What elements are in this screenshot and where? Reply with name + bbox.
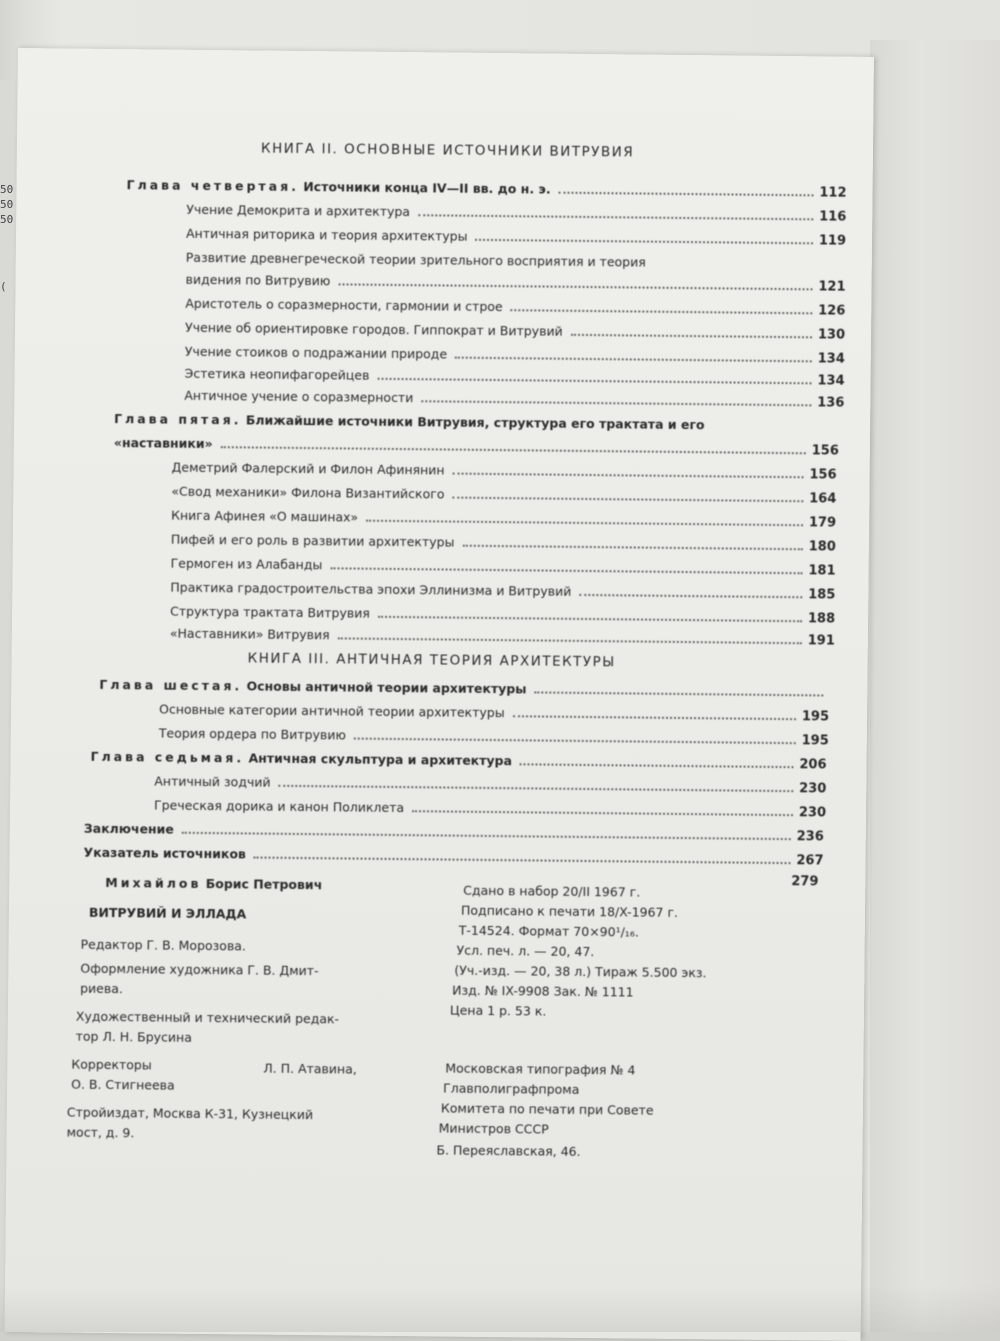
colophon-line: Т-14524. Формат 70×90¹/₁₆.	[458, 922, 639, 940]
chapter-lead: Глава пятая.	[114, 411, 242, 428]
toc-conclusion[interactable]	[84, 821, 824, 849]
leader-dots	[330, 567, 802, 574]
page-number: 156	[811, 443, 839, 459]
toc-item-title: Учение Демокрита и архитектура	[186, 201, 411, 220]
colophon-line: Усл. печ. л. — 20, 47.	[456, 942, 595, 960]
toc-chapter-7[interactable]	[90, 749, 826, 777]
chapter-lead: Глава четвертая.	[126, 177, 300, 194]
toc-item-title: Указатель источников	[83, 844, 247, 862]
leader-dots	[221, 446, 806, 454]
colophon-line: Сдано в набор 20/II 1967 г.	[463, 882, 641, 900]
toc-item-title: Греческая дорика и канон Поликлета	[154, 797, 405, 816]
page-number: 195	[801, 733, 829, 749]
leader-dots	[462, 545, 802, 551]
toc-item-title: Деметрий Фалерский и Филон Афинянин	[171, 459, 445, 478]
toc-item-title: Книга Афинея «О машинах»	[171, 507, 359, 525]
page-number: 164	[809, 491, 837, 507]
toc-item-title: Учение стоиков о подражании природе	[184, 343, 448, 362]
toc-item[interactable]	[185, 272, 845, 299]
toc-item-title: Заключение	[83, 820, 174, 837]
toc-chapter-5-line1[interactable]	[114, 411, 705, 432]
book-2-title: КНИГА II. ОСНОВНЫЕ ИСТОЧНИКИ ВИТРУВИЯ	[260, 140, 635, 161]
chapter-title: Источники конца IV—II вв. до н. э.	[303, 178, 551, 197]
chapter-lead: Глава шестая.	[99, 676, 243, 694]
leader-dots	[455, 357, 812, 363]
toc-item-title: Практика градостроительства эпохи Эллинизма и Витрувий	[170, 579, 572, 599]
page-number: 126	[818, 303, 846, 319]
page-number: 206	[799, 757, 827, 773]
page-bottom-shadow	[0, 1285, 1000, 1332]
leader-dots	[520, 763, 793, 768]
under-page-mark: (	[0, 280, 7, 293]
toc-item[interactable]	[170, 626, 835, 653]
leader-dots	[452, 497, 803, 503]
toc-item-title: видения по Витрувию	[185, 271, 331, 289]
toc-item-title: Аристотель о соразмерности, гармонии и строе	[185, 295, 503, 315]
toc-item[interactable]	[154, 773, 826, 800]
toc-item-title: Пифей и его роль в развитии архитектуры	[170, 531, 455, 550]
colophon-line: Министров СССР	[438, 1120, 549, 1137]
toc-item[interactable]	[171, 532, 836, 559]
page-number: 191	[807, 633, 835, 649]
under-page-mark: 50	[0, 213, 14, 226]
colophon-line: О. В. Стигнеева	[71, 1076, 175, 1093]
colophon-line: Стройиздат, Москва К-31, Кузнецкий	[66, 1104, 314, 1123]
leader-dots	[366, 520, 803, 527]
chapter-lead: Глава седьмая.	[90, 748, 245, 766]
leader-dots	[254, 857, 790, 865]
leader-dots	[378, 616, 802, 622]
toc-item-title: Эстетика неопифагорейцев	[184, 365, 370, 383]
toc-chapter-6[interactable]	[99, 677, 829, 705]
page-number: 267	[796, 853, 824, 869]
leader-dots	[412, 810, 793, 816]
toc-item[interactable]	[186, 202, 846, 229]
toc-item-title: Античный зодчий	[154, 773, 271, 790]
leader-dots	[579, 594, 802, 598]
under-page-mark: 50	[0, 198, 14, 211]
page-number: 230	[799, 781, 827, 797]
toc-item-title: «Свод механики» Филона Византийского	[171, 483, 445, 502]
leader-dots	[453, 473, 804, 479]
leader-dots	[338, 637, 802, 644]
colophon-line: риева.	[80, 980, 123, 997]
toc-chapter-4[interactable]	[126, 177, 846, 205]
page-number: 195	[801, 709, 830, 725]
next-page-edge	[870, 40, 1000, 1332]
toc-item[interactable]	[184, 388, 844, 415]
colophon-line: Цена 1 р. 53 к.	[449, 1002, 547, 1019]
toc-item[interactable]	[171, 484, 836, 511]
colophon-line: Оформление художника Г. В. Дмит-	[80, 960, 319, 979]
colophon-line: (Уч.-изд. — 20, 38 л.) Тираж 5.500 экз.	[454, 962, 707, 981]
leader-dots	[513, 715, 796, 720]
last-page-number: 279	[791, 874, 819, 890]
colophon-author	[105, 875, 322, 892]
chapter-title: Ближайшие источники Витрувия, структура его трактата и его	[245, 412, 705, 433]
toc-item-title: Античная риторика и теория архитектуры	[185, 225, 468, 244]
colophon-line: Изд. № IX-9908 Зак. № 1111	[452, 982, 634, 1000]
colophon-line: Главполиграфпрома	[443, 1080, 580, 1097]
page-number: 116	[819, 209, 847, 225]
page-number: 119	[818, 233, 847, 249]
page-number: 121	[818, 279, 846, 295]
page-number: 130	[817, 327, 846, 343]
toc-item-title: «Наставники» Витрувия	[169, 625, 330, 643]
toc-item[interactable]	[185, 320, 845, 347]
leader-dots	[559, 192, 814, 197]
page-number: 112	[819, 185, 847, 201]
chapter-title-cont: «наставники»	[113, 435, 213, 452]
toc-sources[interactable]	[83, 845, 823, 873]
book-3-title: КНИГА III. АНТИЧНАЯ ТЕОРИЯ АРХИТЕКТУРЫ	[247, 650, 616, 671]
colophon-line: Л. П. Атавина,	[263, 1060, 357, 1077]
leader-dots	[279, 785, 794, 792]
document-page	[5, 48, 874, 1341]
colophon-line: мост, д. 9.	[66, 1124, 135, 1141]
colophon-line: Подписано к печати 18/X-1967 г.	[460, 902, 679, 920]
page-number: 185	[808, 587, 836, 603]
colophon-book-title: ВИТРУВИЙ И ЭЛЛАДА	[88, 904, 247, 922]
toc-item[interactable]	[154, 797, 826, 824]
toc-item[interactable]	[159, 726, 829, 753]
toc-item-title: Теория ордера по Витрувию	[158, 725, 347, 743]
toc-item-title: Гермоген из Алабанды	[170, 555, 323, 573]
colophon-line: Б. Переяславская, 46.	[436, 1142, 581, 1159]
leader-dots	[475, 239, 812, 245]
toc-item[interactable]	[170, 556, 835, 583]
page-number: 230	[798, 805, 827, 821]
leader-dots	[421, 400, 811, 406]
toc-item-title: Структура трактата Витрувия	[170, 603, 370, 621]
colophon-line: Художественный и технический редак-	[75, 1008, 340, 1027]
toc-item[interactable]	[170, 580, 835, 607]
toc-item[interactable]	[171, 508, 836, 535]
toc-item[interactable]	[159, 702, 829, 729]
leader-dots	[418, 214, 813, 220]
leader-dots	[377, 378, 811, 385]
toc-item[interactable]	[186, 226, 846, 253]
toc-item-title: Основные категории античной теории архитектуры	[159, 701, 505, 721]
colophon-line: тор Л. Н. Брусина	[75, 1028, 193, 1045]
page-number: 134	[817, 373, 845, 389]
author-name: Борис Петрович	[205, 876, 323, 893]
page-number: 156	[809, 467, 837, 483]
toc-chapter-5[interactable]	[114, 435, 839, 463]
colophon-line: Корректоры	[71, 1056, 152, 1073]
page-number: 188	[807, 611, 836, 627]
toc-item-title-line1: Развитие древнегреческой теории зрительного восприятия и теория	[185, 249, 646, 270]
under-page-mark: 50	[0, 183, 14, 196]
author-surname: Михайлов	[105, 874, 202, 891]
page-number: 179	[808, 515, 837, 531]
chapter-title: Античная скульптура и архитектура	[248, 750, 513, 769]
chapter-title: Основы античной теории архитектуры	[246, 678, 527, 697]
leader-dots	[338, 283, 812, 290]
colophon-line: Редактор Г. В. Морозова.	[80, 936, 247, 954]
toc-item[interactable]	[171, 460, 836, 487]
page-number: 181	[808, 563, 836, 579]
toc-item[interactable]	[185, 296, 845, 323]
leader-dots	[354, 738, 796, 745]
leader-dots	[182, 832, 791, 840]
page-number: 136	[817, 395, 845, 411]
colophon-line: Комитета по печати при Совете	[440, 1100, 654, 1118]
page-number: 134	[817, 351, 845, 367]
toc-item-title: Учение об ориентировке городов. Гиппократ и Витрувий	[185, 319, 563, 339]
page-number: 236	[796, 829, 824, 845]
leader-dots	[535, 691, 824, 696]
page-number: 180	[808, 539, 836, 555]
toc-item-title: Античное учение о соразмерности	[184, 387, 414, 406]
leader-dots	[511, 309, 813, 314]
colophon-line: Московская типография № 4	[445, 1060, 636, 1078]
leader-dots	[571, 334, 812, 339]
